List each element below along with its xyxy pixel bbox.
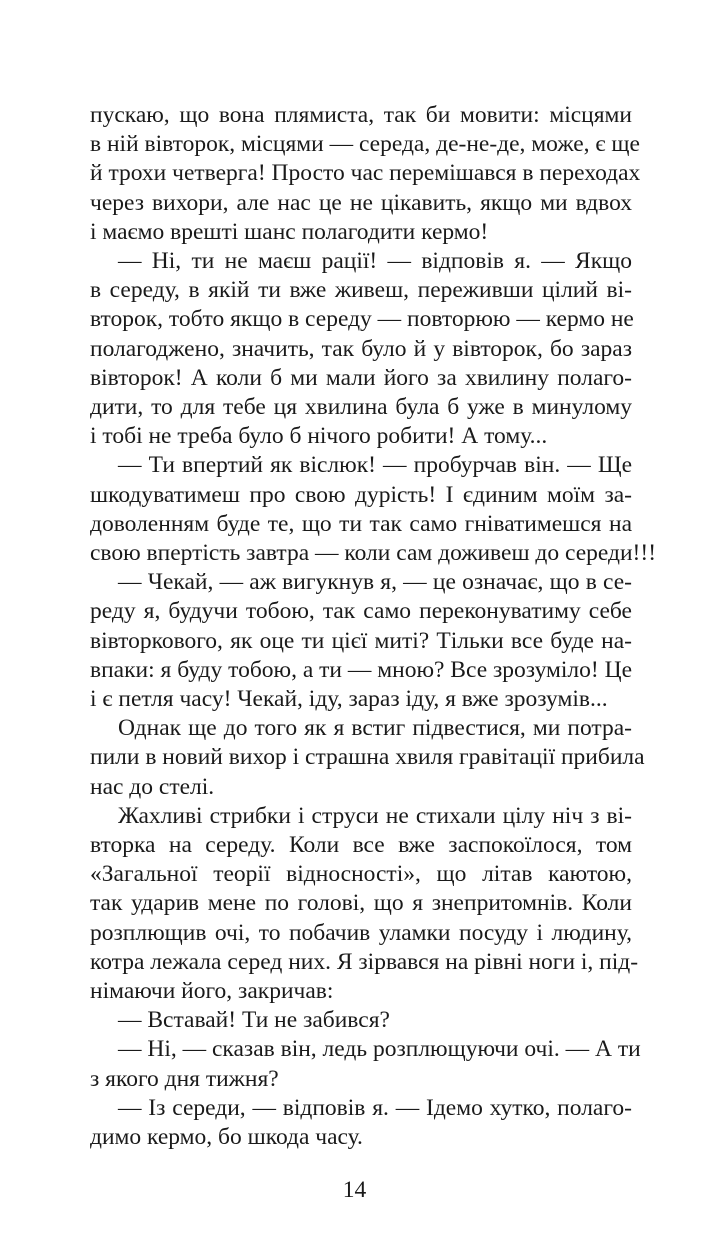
text-line: і тобі не треба було б нічого робити! А тому... <box>90 423 548 450</box>
text-line: Жахливі стрибки і струси не стихали цілу ніч з ві- <box>118 802 632 829</box>
text-line: Однак ще до того як я встиг підвестися, ми потра- <box>118 715 632 742</box>
page-number: 14 <box>342 1177 367 1204</box>
text-line: шкодуватимеш про свою дурість! І єдиним моїм за- <box>90 481 632 508</box>
text-line: вівторкового, як оце ти цієї миті? Тільки все буде на- <box>90 627 632 654</box>
text-line: свою впертість завтра — коли сам доживеш до середи!!! <box>90 540 657 566</box>
text-line: — Ні, ти не маєш рації! — відповів я. — Якщо <box>118 248 632 274</box>
text-line: в середу, в якій ти вже живеш, переживши цілий ві- <box>90 277 632 304</box>
text-line: нас до стелі. <box>90 773 215 800</box>
text-line: — Вставай! Ти не забився? <box>118 1007 390 1034</box>
text-line: доволенням буде те, що ти так само гніватимешся на <box>90 510 632 537</box>
text-line: пускаю, що вона плямиста, так би мовити: місцями <box>90 102 632 128</box>
text-line: пили в новий вихор і страшна хвиля гравітації прибила <box>90 744 645 771</box>
text-line: котра лежала серед них. Я зірвався на рівні ноги і, під- <box>90 948 639 975</box>
text-line: димо кермо, бо шкода часу. <box>90 1124 363 1150</box>
text-line: впаки: я буду тобою, а ти — мною? Все зрозуміло! Це <box>90 656 632 683</box>
text-line: з якого дня тижня? <box>90 1065 279 1092</box>
text-line: в ній вівторок, місцями — середа, де-не-де, може, є ще <box>90 131 640 158</box>
text-line: розплющив очі, то побачив уламки посуду і людину, <box>90 919 632 946</box>
text-line: німаючи його, закричав: <box>90 978 334 1004</box>
text-line: полагоджено, значить, так було й у вівторок, бо зараз <box>90 335 632 362</box>
text-line: реду я, будучи тобою, так само переконуватиму себе <box>90 598 632 625</box>
text-line: — Ні, — сказав він, ледь розплющуючи очі. — А ти <box>118 1036 641 1063</box>
text-line: дити, то для тебе ця хвилина була б уже в минулому <box>90 394 632 420</box>
text-line: й трохи четверга! Просто час перемішався в переходах <box>90 160 641 187</box>
text-line: вторка на середу. Коли все вже заспокоїлося, том <box>90 832 632 858</box>
text-line: так ударив мене по голові, що я знепритомнів. Коли <box>90 890 632 917</box>
text-line: — Чекай, — аж вигукнув я, — це означає, що в се- <box>118 569 632 596</box>
text-line: «Загальної теорії відносності», що літав каютою, <box>90 861 632 888</box>
text-line: і є петля часу! Чекай, іду, зараз іду, я вже зрозумів... <box>90 686 608 712</box>
text-line: вівторок! А коли б ми мали його за хвилину полаго- <box>90 364 632 391</box>
text-line: второк, тобто якщо в середу — повторюю — кермо не <box>90 306 634 333</box>
text-line: і маємо врешті шанс полагодити кермо! <box>90 218 489 245</box>
text-line: — Ти впертий як віслюк! — пробурчав він. — Ще <box>118 452 632 479</box>
text-line: — Із середи, — відповів я. — Ідемо хутко, полаго- <box>118 1094 632 1121</box>
text-line: через вихори, але нас це не цікавить, якщо ми вдвох <box>90 189 632 216</box>
